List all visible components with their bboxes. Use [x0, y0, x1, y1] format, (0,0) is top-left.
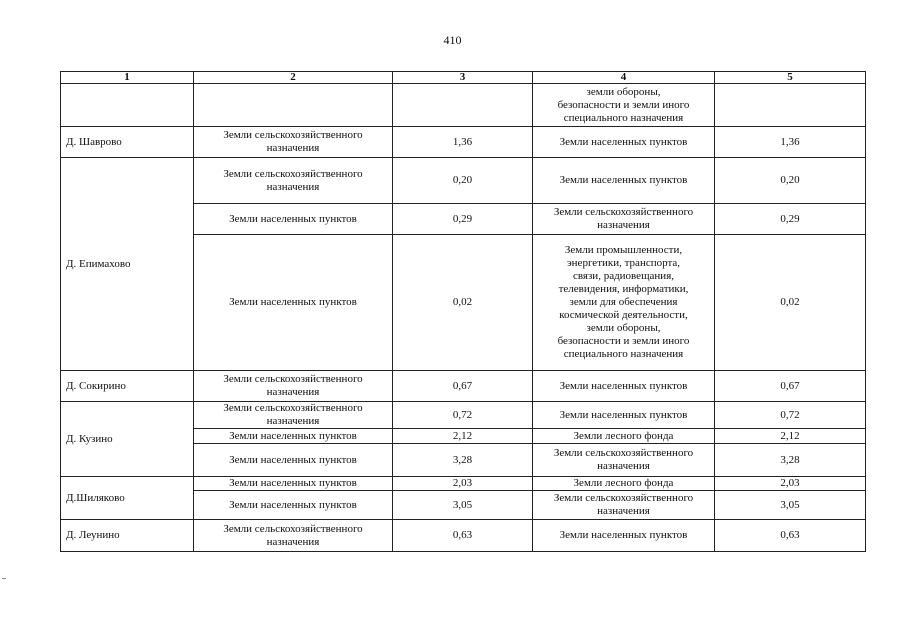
area-transferred-cell: 3,05 [715, 491, 866, 520]
land-from-cell: Земли населенных пунктов [194, 235, 393, 371]
area-transferred-cell: 1,36 [715, 127, 866, 158]
area-cell [393, 84, 533, 127]
area-transferred-cell [715, 84, 866, 127]
settlement-cell: Д. Епимахово [61, 158, 194, 371]
table-row [61, 520, 866, 552]
table-row [61, 127, 866, 158]
area-cell: 1,36 [393, 127, 533, 158]
header-col-1: 1 [61, 72, 194, 84]
area-transferred-cell: 0,67 [715, 371, 866, 402]
land-to-cell: земли обороны, безопасности и земли иного специального назначения [533, 84, 715, 127]
land-to-cell: Земли населенных пунктов [533, 402, 715, 429]
land-from-cell: Земли сельскохозяйственного назначения [194, 371, 393, 402]
land-to-cell: Земли сельскохозяйственного назначения [533, 204, 715, 235]
area-transferred-cell: 0,72 [715, 402, 866, 429]
header-col-3: 3 [393, 72, 533, 84]
land-from-cell: Земли сельскохозяйственного назначения [194, 127, 393, 158]
table-row [61, 371, 866, 402]
settlement-cell [61, 84, 194, 127]
area-transferred-cell: 2,12 [715, 429, 866, 444]
land-from-cell: Земли сельскохозяйственного назначения [194, 158, 393, 204]
scan-mark [2, 578, 6, 579]
area-cell: 0,72 [393, 402, 533, 429]
header-col-5: 5 [715, 72, 866, 84]
land-to-cell: Земли сельскохозяйственного назначения [533, 444, 715, 477]
table-row [61, 477, 866, 491]
area-transferred-cell: 0,29 [715, 204, 866, 235]
land-to-cell: Земли лесного фонда [533, 477, 715, 491]
table-header-row [61, 72, 866, 84]
land-from-cell: Земли населенных пунктов [194, 204, 393, 235]
area-cell: 0,67 [393, 371, 533, 402]
area-cell: 2,12 [393, 429, 533, 444]
land-to-cell: Земли лесного фонда [533, 429, 715, 444]
land-from-cell: Земли сельскохозяйственного назначения [194, 402, 393, 429]
area-cell: 0,20 [393, 158, 533, 204]
land-from-cell: Земли населенных пунктов [194, 444, 393, 477]
land-from-cell: Земли населенных пунктов [194, 477, 393, 491]
land-transfer-table [60, 71, 866, 552]
area-transferred-cell: 0,20 [715, 158, 866, 204]
area-transferred-cell: 0,02 [715, 235, 866, 371]
land-to-cell: Земли населенных пунктов [533, 127, 715, 158]
header-col-4: 4 [533, 72, 715, 84]
settlement-cell: Д. Шаврово [61, 127, 194, 158]
area-cell: 2,03 [393, 477, 533, 491]
table-row [61, 84, 866, 127]
area-transferred-cell: 2,03 [715, 477, 866, 491]
land-to-cell: Земли промышленности, энергетики, транспорта, связи, радиовещания, телевидения, информатики, земли для обеспечения космической деятельности, земли обороны, безопасности и земли иного специального назначения [533, 235, 715, 371]
land-from-cell [194, 84, 393, 127]
table-row [61, 402, 866, 429]
area-cell: 0,63 [393, 520, 533, 552]
land-to-cell: Земли населенных пунктов [533, 520, 715, 552]
area-cell: 3,05 [393, 491, 533, 520]
land-from-cell: Земли населенных пунктов [194, 491, 393, 520]
settlement-cell: Д. Кузино [61, 402, 194, 477]
land-to-cell: Земли населенных пунктов [533, 158, 715, 204]
area-cell: 0,29 [393, 204, 533, 235]
land-from-cell: Земли населенных пунктов [194, 429, 393, 444]
area-cell: 0,02 [393, 235, 533, 371]
header-col-2: 2 [194, 72, 393, 84]
page-number: 410 [443, 33, 462, 47]
land-to-cell: Земли населенных пунктов [533, 371, 715, 402]
settlement-cell: Д.Шиляково [61, 477, 194, 520]
settlement-cell: Д. Леунино [61, 520, 194, 552]
land-to-cell: Земли сельскохозяйственного назначения [533, 491, 715, 520]
area-transferred-cell: 0,63 [715, 520, 866, 552]
settlement-cell: Д. Сокирино [61, 371, 194, 402]
area-transferred-cell: 3,28 [715, 444, 866, 477]
land-from-cell: Земли сельскохозяйственного назначения [194, 520, 393, 552]
area-cell: 3,28 [393, 444, 533, 477]
table-row [61, 158, 866, 204]
